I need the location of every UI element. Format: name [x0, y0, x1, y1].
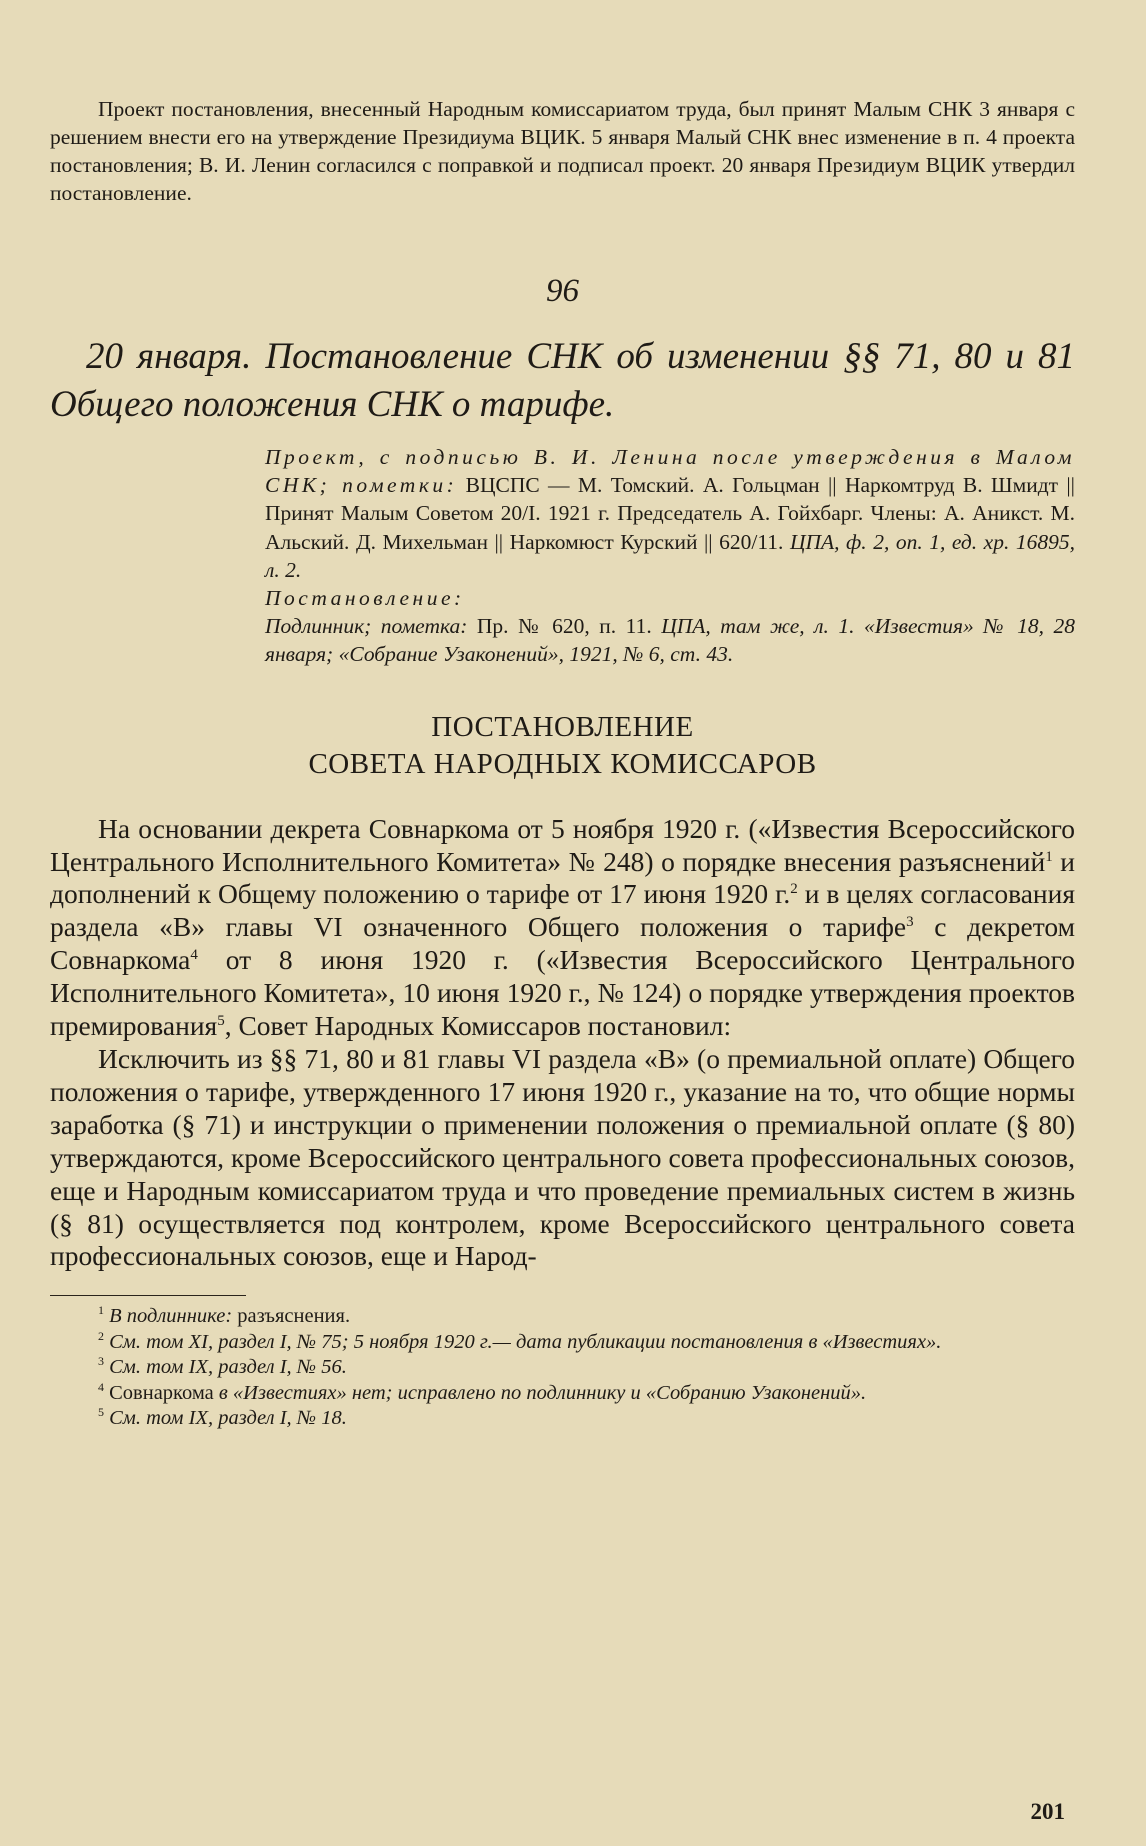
book-page — [50, 95, 1075, 1825]
decree-text-segment: и в целях согласования раздела «В» главы VI означенного Общего положения о тарифе — [50, 878, 1075, 943]
decree-heading-line-1: ПОСТАНОВЛЕНИЕ — [431, 710, 694, 743]
footnote-mark: 2 — [98, 1328, 104, 1343]
footnote-mark: 4 — [98, 1379, 104, 1394]
footnote-divider — [50, 1295, 246, 1296]
footnote-text: В подлиннике: — [109, 1305, 233, 1328]
footnote-text: Совнаркома — [109, 1381, 214, 1404]
footnote-text: разъяснения. — [232, 1305, 351, 1328]
footnote-text: См. том XI, раздел I, № 75; 5 ноября 1920 г.— дата публикации постановления в «Известиях». — [109, 1330, 942, 1353]
footnote-ref-5: 5 — [217, 1013, 225, 1030]
archive-protocol: Пр. № 620, п. 11. — [467, 614, 662, 639]
archive-reference — [265, 443, 1075, 669]
footnote-text: См. том IX, раздел I, № 56. — [109, 1356, 347, 1379]
footnote-2 — [50, 1330, 1075, 1356]
document-number: 96 — [546, 273, 579, 309]
decree-paragraph-1 — [50, 813, 1075, 1043]
footnotes — [50, 1304, 1075, 1432]
intro-paragraph: Проект постановления, внесенный Народным комиссариатом труда, был принят Малым СНК 3 января с решением внести его на утверждение Президиума ВЦИК. 5 января Малый СНК внес изменение в п. 4 проекта постановления; В. И. Ленин согласился с поправкой и подписал проект. 20 января Президиум ВЦИК утвердил постановление. — [50, 97, 1075, 205]
decree-paragraph-2: Исключить из §§ 71, 80 и 81 главы VI раздела «В» (о премиальной оплате) Общего положения о тарифе, утвержденного 17 июня 1920 г., указание на то, что общие нормы заработка (§ 71) и инструкции о применении положения о премиальной оплате (§ 80) утверждаются, кроме Всероссийского центрального совета профессиональных союзов, еще и Народным комиссариатом труда и что проведение премиальных систем в жизнь (§ 81) осуществляется под контролем, кроме Всероссийского центрального совета профессиональных союзов, еще и Народ- — [50, 1042, 1075, 1272]
decree-text-segment: На основании декрета Совнаркома от 5 ноября 1920 г. («Известия Всероссийского Центрального Исполнительного Комитета» № 248) о порядке внесения разъяснений — [50, 812, 1075, 877]
decree-text-segment: с декретом Совнаркома — [50, 911, 1075, 976]
archive-description: Проект, с подписью В. И. Ленина после утверждения в Малом СНК; пометки: — [265, 445, 1075, 498]
footnote-5 — [50, 1406, 1075, 1432]
footnote-mark: 1 — [98, 1303, 104, 1318]
footnote-ref-2: 2 — [790, 881, 798, 898]
document-title: 20 января. Постановление СНК об изменении §§ 71, 80 и 81 Общего положения СНК о тарифе. — [50, 336, 1075, 425]
decree-text-segment: от 8 июня 1920 г. («Известия Всероссийского Центрального Исполнительного Комитета», 10 июня 1920 г., № 124) о порядке утверждения проектов премирования — [50, 944, 1075, 1042]
archive-publications: ЦПА, там же, л. 1. «Известия» № 18, 28 января; «Собрание Узаконений», 1921, № 6, ст. 43. — [265, 614, 1076, 667]
archive-original: Подлинник; пометка: — [265, 614, 468, 639]
footnote-mark: 3 — [98, 1354, 104, 1369]
footnote-1 — [50, 1304, 1075, 1330]
footnote-3 — [50, 1355, 1075, 1381]
decree-heading-line-2: СОВЕТА НАРОДНЫХ КОМИССАРОВ — [308, 747, 817, 780]
archive-decree-label: Постановление: — [265, 586, 465, 611]
archive-source: ЦПА, ф. 2, оп. 1, ед. хр. 16895, л. 2. — [265, 529, 1075, 582]
archive-notes: ВЦСПС — М. Томский. А. Гольцман || Наркомтруд В. Шмидт || Принят Малым Советом 20/I. 1921 г. Председатель А. Гойхбарг. Члены: А. Аникст. М. Альский. Д. Михельман || Наркомюст Курский || 620/11. — [265, 473, 1075, 554]
decree-text-segment: , Совет Народных Комиссаров постановил: — [224, 1010, 732, 1042]
footnote-ref-3: 3 — [906, 914, 914, 931]
footnote-4 — [50, 1381, 1075, 1407]
footnote-mark: 5 — [98, 1405, 104, 1420]
decree-heading — [50, 709, 1075, 783]
footnote-ref-1: 1 — [1045, 848, 1053, 865]
decree-body — [50, 813, 1075, 1274]
footnote-ref-4: 4 — [190, 947, 198, 964]
footnote-text: См. том IX, раздел I, № 18. — [109, 1407, 347, 1430]
decree-text-segment: и дополнений к Общему положению о тарифе от 17 июня 1920 г. — [50, 845, 1075, 910]
footnote-text: в «Известиях» нет; исправлено по подлиннику и «Собранию Узаконений». — [213, 1381, 867, 1404]
page-number: 201 — [1030, 1799, 1065, 1824]
